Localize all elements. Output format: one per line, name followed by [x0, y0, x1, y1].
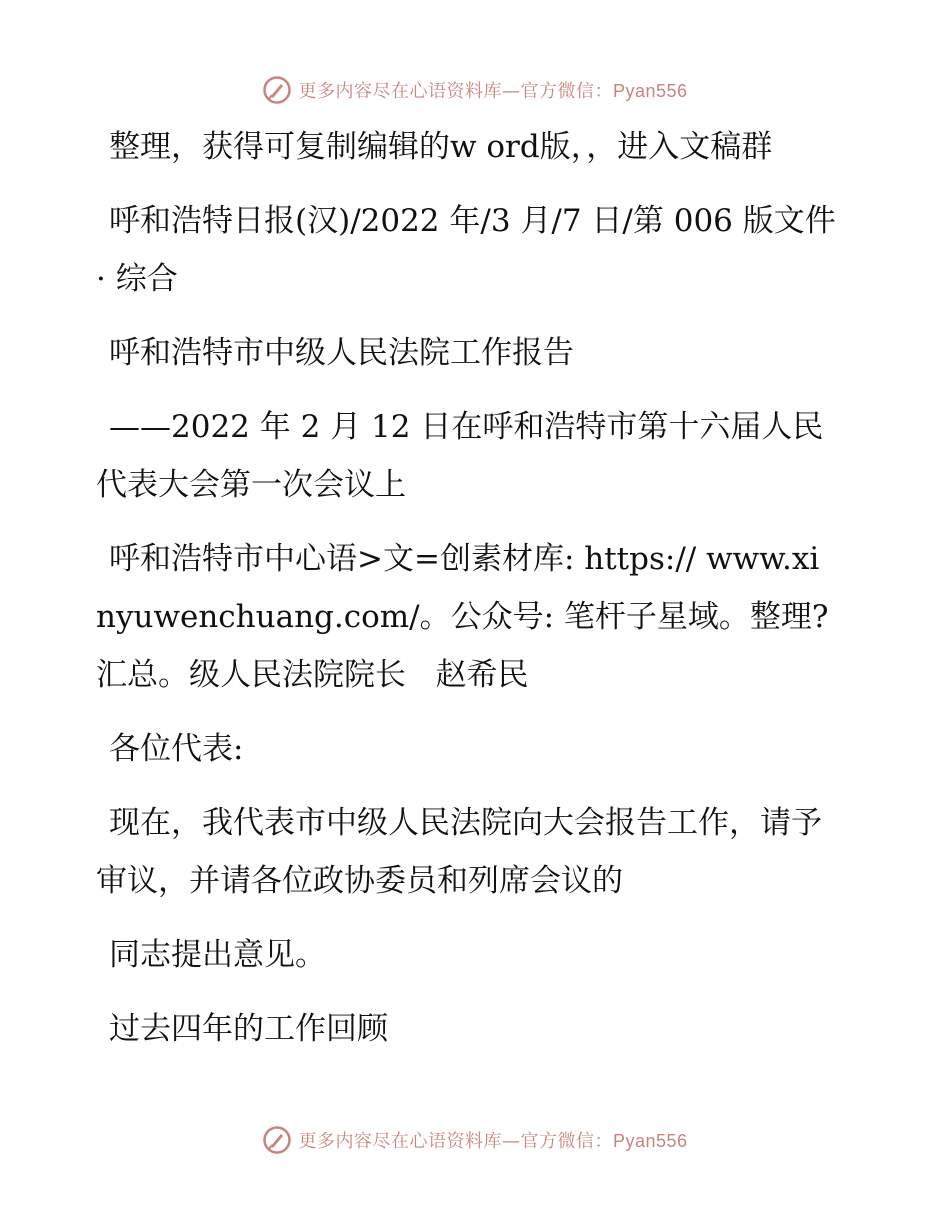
paragraph-section-heading: 过去四年的工作回顾: [109, 1011, 388, 1047]
paragraph-author: 呼和浩特市中心语>文=创素材库: https:// www.xinyuwenchuang.com/。公众号: 笔杆子星域。整理?汇总。级人民法院院长 赵希民: [96, 541, 829, 693]
watermark-official: 官方微信：: [520, 1131, 613, 1152]
watermark-separator: —: [501, 81, 521, 102]
watermark-handle: Pyan556: [612, 1131, 688, 1151]
footer-watermark: [0, 1120, 950, 1160]
watermark-text: [298, 1127, 687, 1153]
watermark-official: 官方微信：: [520, 81, 613, 102]
document-body: [96, 118, 836, 1074]
paragraph-salutation: 各位代表:: [109, 731, 244, 767]
quill-circle-icon: [262, 75, 292, 105]
quill-circle-icon: [262, 1125, 292, 1155]
watermark-text: [298, 77, 687, 103]
watermark-separator: —: [501, 1131, 521, 1152]
paragraph-report-title: 呼和浩特市中级人民法院工作报告: [109, 335, 574, 371]
watermark-handle: Pyan556: [612, 81, 688, 101]
header-watermark: [0, 70, 950, 110]
paragraph-opening-continued: 同志提出意见。: [109, 937, 326, 973]
watermark-brand: 更多内容尽在心语资料库: [298, 1131, 502, 1152]
paragraph-opening: 现在，我代表市中级人民法院向大会报告工作，请予审议，并请各位政协委员和列席会议的: [96, 805, 822, 899]
paragraph-source: 呼和浩特日报(汉)/2022 年/3 月/7 日/第 006 版文件· 综合: [96, 203, 836, 297]
paragraph-report-subtitle: ——2022 年 2 月 12 日在呼和浩特市第十六届人民代表大会第一次会议上: [96, 409, 824, 503]
paragraph-intro: 整理，获得可复制编辑的w ord版，，进入文稿群: [109, 129, 773, 165]
watermark-brand: 更多内容尽在心语资料库: [298, 81, 502, 102]
